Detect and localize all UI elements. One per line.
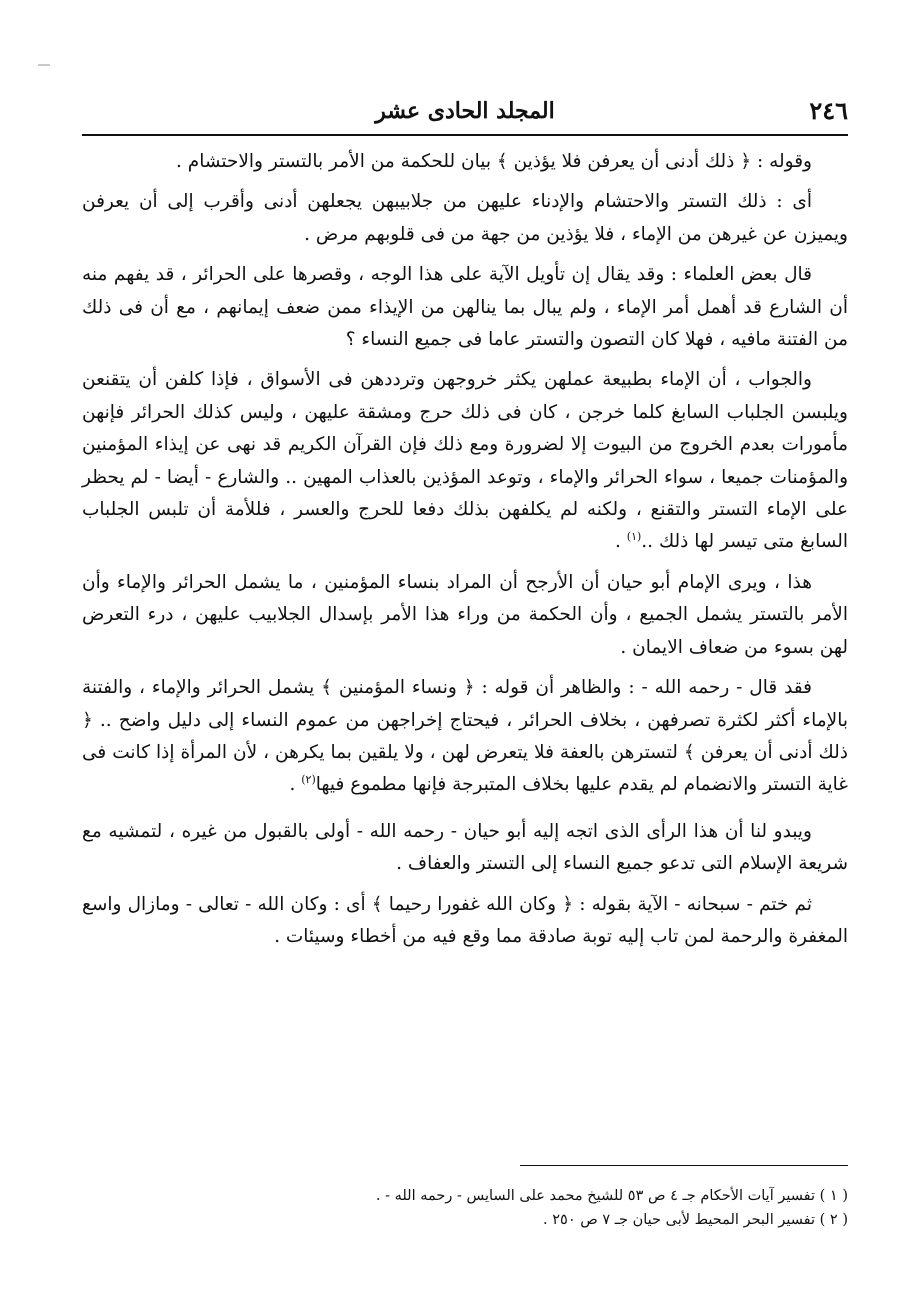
paragraph: ويبدو لنا أن هذا الرأى الذى اتجه إليه أبو حيان - رحمه الله - أولى بالقبول من غيره ، لتمشيه مع شريعة الإسلام التى تدعو جميع النساء إلى التستر والعفاف .	[82, 820, 848, 875]
footnote-divider	[520, 1165, 848, 1166]
paragraph: أى : ذلك التستر والاحتشام والإدناء عليهن من جلابيبهن يجعلهن أدنى وأقرب إلى أن يعرفن ويميزن عن غيرهن من الإماء ، فلا يؤذين من جهة من فى قلوبهم مرض .	[82, 191, 848, 245]
footnote: ( ١ ) تفسير آيات الأحكام جـ ٤ ص ٥٣ للشيخ محمد على السايس - رحمه الله - .	[375, 1188, 848, 1204]
header-divider	[82, 134, 848, 136]
page-header	[82, 92, 848, 132]
main-text	[82, 146, 848, 961]
paragraph-text: والجواب ، أن الإماء بطبيعة عملهن يكثر خروجهن وترددهن فى الأسواق ، فإذا كلفن أن يتقنعن ويلبسن الجلباب السابغ كلما خرجن ، كان فى ذلك حرج ومشقة عليهن ، وليس كذلك الحرائر فإنهن مأمورات بعدم الخروج من البيوت إلا لضرورة ومع ذلك فإن القرآن الكريم قد نهى عن إيذاء المؤمنين والمؤمنات جميعا ، سواء الحرائر والإماء ، وتوعد المؤذين بالعذاب المهين .. والشارع - أيضا - لم يحظر على الإماء التستر والتقنع ، ولكنه لم يكلفهن بذلك دفعا للحرج والعسر ، فللأمة أن تلبس الجلباب السابغ متى تيسر لها ذلك ..	[82, 369, 848, 553]
footnote-marker: (٢)	[301, 773, 316, 787]
paragraph	[82, 364, 848, 558]
footnote: ( ٢ ) تفسير البحر المحيط لأبى حيان جـ ٧ ص ٢٥٠ .	[543, 1212, 848, 1228]
paragraph-end: .	[615, 531, 627, 553]
paragraph	[82, 672, 848, 802]
footnotes	[82, 1184, 848, 1232]
paragraph-end: .	[289, 774, 302, 796]
running-title: المجلد الحادى عشر	[375, 98, 555, 124]
paragraph: وقوله : ﴿ ذلك أدنى أن يعرفن فلا يؤذين ﴾ بيان للحكمة من الأمر بالتستر والاحتشام .	[175, 151, 812, 172]
paragraph: هذا ، ويرى الإمام أبو حيان أن الأرجح أن المراد بنساء المؤمنين ، ما يشمل الحرائر والإماء وأن الأمر بالتستر يشمل الجميع ، وأن الحكمة من وراء هذا الأمر بإسدال الجلابيب عليهن ، درء التعرض لهن بسوء من ضعاف الايمان .	[82, 571, 848, 658]
paragraph-text: فقد قال - رحمه الله - : والظاهر أن قوله : ﴿ ونساء المؤمنين ﴾ يشمل الحرائر والإماء ، والفتنة بالإماء أكثر لكثرة تصرفهن ، بخلاف الحرائر ، فيحتاج إخراجهن من عموم النساء إلى دليل واضح .. ﴿ ذلك أدنى أن يعرفن ﴾ لتسترهن بالعفة فلا يتعرض لهن ، ولا يلقين بما يكرهن ، لأن المرأة إذا كانت فى غاية التستر والانضمام لم يقدم عليها بخلاف المتبرجة فإنها مطموع فيها	[82, 677, 848, 796]
page-number: ٢٤٦	[809, 96, 848, 125]
paragraph: قال بعض العلماء : وقد يقال إن تأويل الآية على هذا الوجه ، وقصرها على الحرائر ، قد يفهم منه أن الشارع قد أهمل أمر الإماء ، ولم يبال بما ينالهن من الإيذاء ممن ضعف إيمانهم ، مع أن فى ذلك من الفتنة مافيه ، فهلا كان التصون والتستر عاما فى جميع النساء ؟	[82, 264, 848, 351]
footnote-marker: (١)	[626, 530, 642, 544]
paragraph: ثم ختم - سبحانه - الآية بقوله : ﴿ وكان الله غفورا رحيما ﴾ أى : وكان الله - تعالى - ومازال واسع المغفرة والرحمة لمن تاب إليه توبة صادقة مما وقع فيه من أخطاء وسيئات .	[82, 893, 848, 947]
scan-mark	[38, 64, 50, 66]
